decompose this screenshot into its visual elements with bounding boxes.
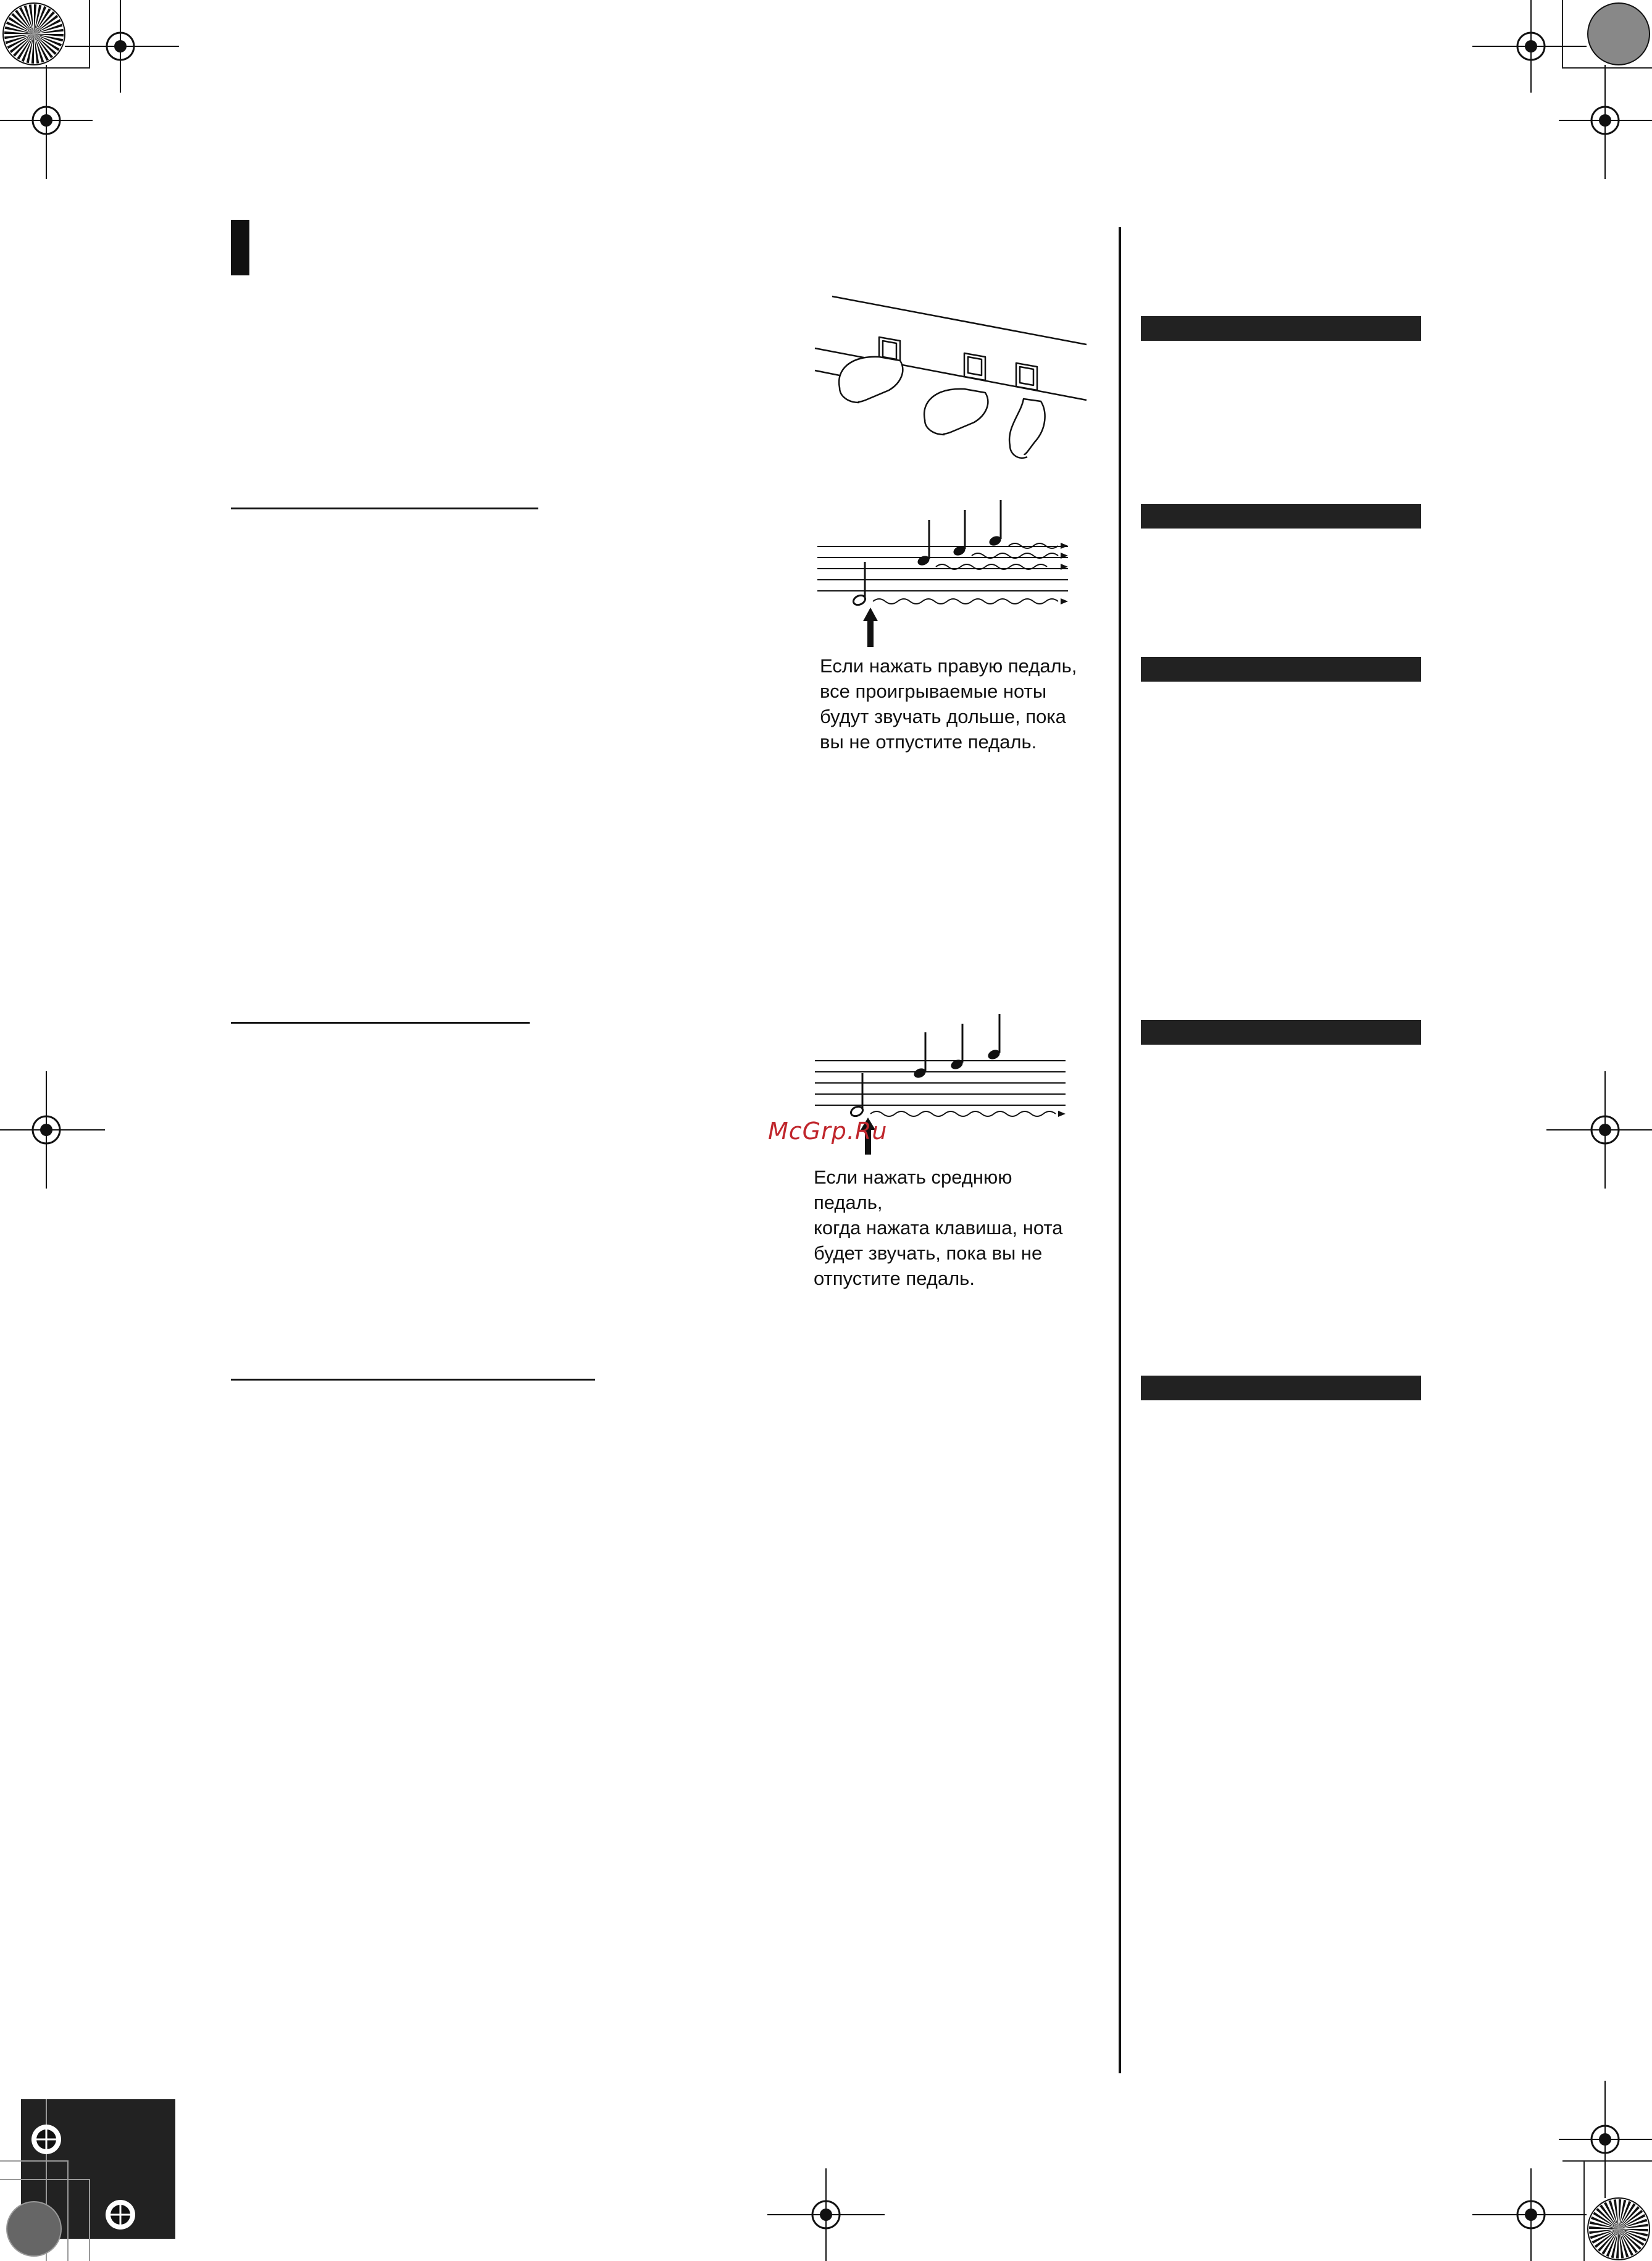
crosshair-bottom-center (767, 2168, 885, 2261)
sidebar-heading-bar-4 (1141, 1020, 1421, 1045)
sidebar-heading-bar-1 (1141, 316, 1421, 341)
heading-rule-1 (231, 508, 538, 509)
heading-rule-3 (231, 1379, 595, 1381)
heading-rule-2 (231, 1022, 530, 1024)
crosshair-top-2 (0, 65, 93, 179)
crosshair-bottom-right-1 (1472, 2168, 1587, 2261)
starburst-bottom-right (1588, 2198, 1650, 2260)
column-divider (1119, 227, 1121, 2073)
section-marker-bar (231, 220, 249, 275)
sidebar-heading-bar-3 (1141, 657, 1421, 682)
crosshair-top-3 (1472, 0, 1587, 93)
bottom-left-marks (0, 2099, 185, 2261)
crosshair-mid-right (1546, 1071, 1652, 1189)
sustain-notation-diagram (815, 494, 1087, 648)
sustain-pedal-caption: Если нажать правую педаль, все проигрываемые ноты будут звучать дольше, пока вы не отпустите педаль. (820, 655, 1077, 753)
watermark: McGrp.Ru (768, 1118, 888, 1145)
starburst-top-left (3, 3, 65, 65)
crosshair-top-1 (65, 0, 179, 93)
gray-disc-top-right (1588, 3, 1650, 65)
crosshair-top-4 (1559, 65, 1652, 179)
pedals-illustration (803, 290, 1087, 469)
sidebar-heading-bar-2 (1141, 504, 1421, 529)
crosshair-bottom-right-2 (1559, 2081, 1652, 2198)
sostenuto-pedal-caption: Если нажать среднюю педаль, когда нажата клавиша, нота будет звучать, пока вы не отпустите педаль. (814, 1166, 1063, 1289)
sidebar-heading-bar-5 (1141, 1376, 1421, 1400)
crosshair-mid-left (0, 1071, 105, 1189)
